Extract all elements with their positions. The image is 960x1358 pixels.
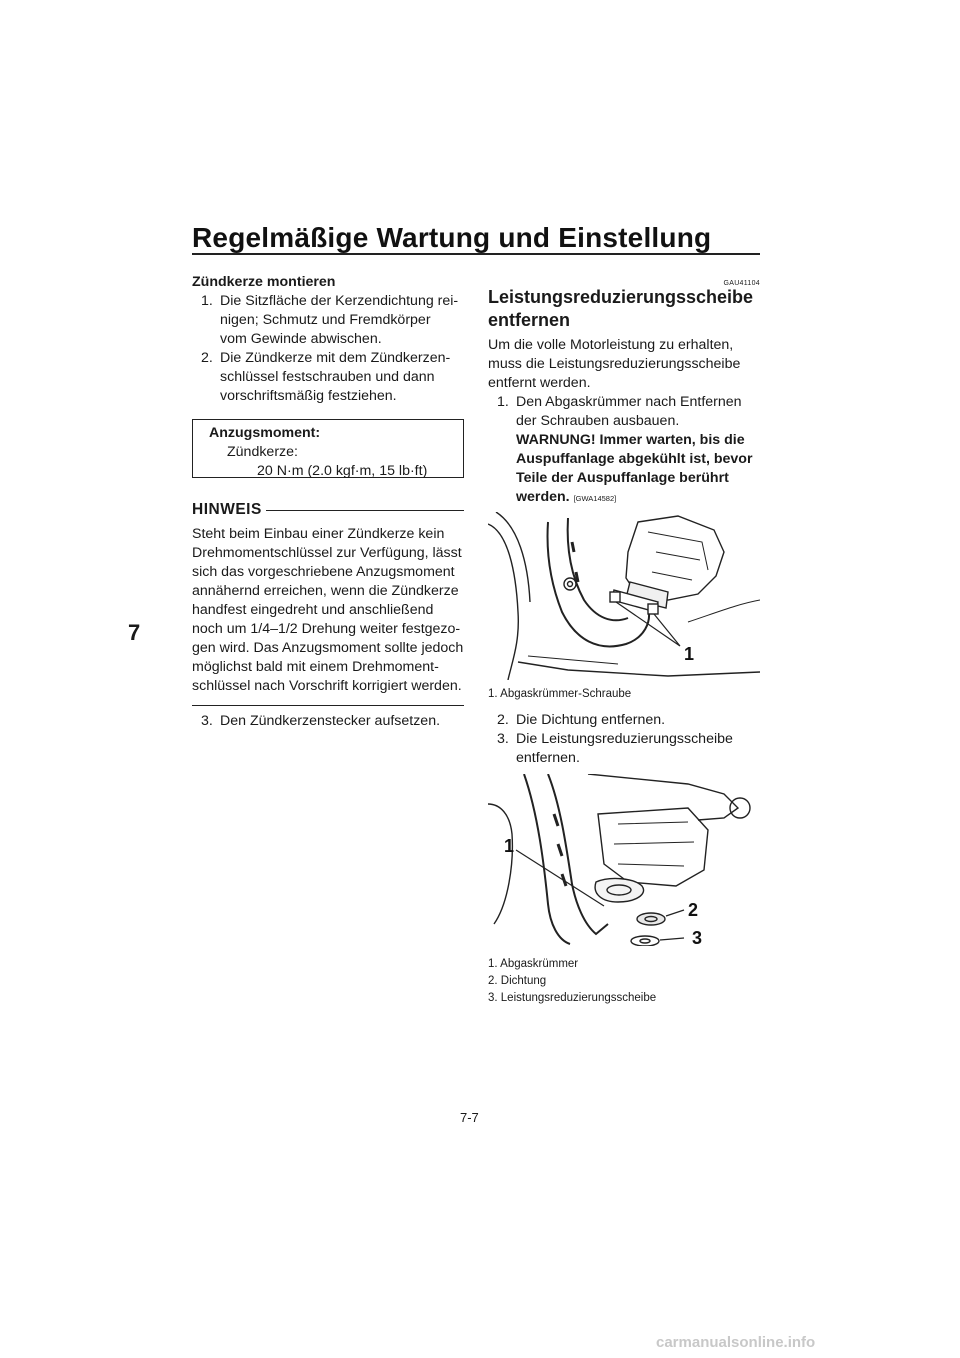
figure-2-callout-2: 2 bbox=[688, 900, 699, 920]
figure-exhaust-parts bbox=[488, 774, 760, 1007]
step-line: Die Dichtung entfernen. bbox=[516, 712, 666, 728]
spec-label: Anzugsmoment: bbox=[209, 425, 321, 441]
warning-line: Auspuffanlage abgekühlt ist, bevor bbox=[516, 451, 753, 467]
step-number: 1. bbox=[201, 293, 213, 309]
notice-line: annähernd erreichen, wenn die Zündkerze bbox=[192, 583, 459, 599]
notice-line: handfest eingedreht und anschließend bbox=[192, 602, 434, 618]
section-code: GAU41104 bbox=[723, 280, 760, 287]
step-line: schlüssel festschrauben und dann bbox=[220, 369, 435, 385]
notice-line: noch um 1/4–1/2 Drehung weiter festgezo- bbox=[192, 621, 461, 637]
step-number: 3. bbox=[497, 731, 509, 747]
notice-title: HINWEIS bbox=[192, 501, 262, 518]
figure-2-callout-3: 3 bbox=[692, 928, 703, 946]
section-intro bbox=[488, 336, 760, 393]
notice-body bbox=[192, 525, 464, 696]
notice-end-rule bbox=[192, 705, 464, 706]
step-line: vorschriftsmäßig festziehen. bbox=[220, 388, 397, 404]
figure-1-callout: 1 bbox=[684, 644, 695, 664]
step-line: Den Zündkerzenstecker aufsetzen. bbox=[220, 713, 441, 730]
notice-rule bbox=[266, 510, 464, 511]
warning-line: werden. bbox=[516, 489, 570, 505]
left-step-3 bbox=[192, 712, 464, 731]
step-number: 2. bbox=[497, 712, 509, 728]
figure-caption: 2. Dichtung bbox=[488, 975, 547, 987]
spec-value: 20 N·m (2.0 kgf·m, 15 lb·ft) bbox=[257, 463, 428, 479]
exhaust-pipe-bolts-illustration bbox=[488, 512, 760, 680]
page-number: 7-7 bbox=[460, 1110, 479, 1125]
step-line: Den Abgaskrümmer nach Entfernen bbox=[516, 394, 742, 410]
notice-line: Steht beim Einbau einer Zündkerze kein bbox=[192, 526, 445, 542]
exhaust-gasket-washer-illustration bbox=[488, 774, 760, 946]
notice-header bbox=[192, 500, 464, 519]
torque-spec-box bbox=[192, 419, 464, 478]
intro-line: Um die volle Motorleistung zu erhalten, bbox=[488, 337, 734, 353]
right-step-2 bbox=[488, 711, 760, 730]
figure-caption: 1. Abgaskrümmer bbox=[488, 958, 579, 970]
notice-line: gen wird. Das Anzugsmoment sollte jedoch bbox=[192, 640, 464, 656]
chapter-tab: 7 bbox=[128, 620, 141, 645]
watermark[interactable]: carmanualsonline.info bbox=[656, 1334, 816, 1351]
notice-line: sich das vorgeschriebene Anzugsmoment bbox=[192, 564, 455, 580]
step-line: entfernen. bbox=[516, 750, 580, 766]
step-line: Die Leistungsreduzierungsscheibe bbox=[516, 731, 733, 747]
left-step-1 bbox=[192, 292, 464, 349]
right-step-1 bbox=[488, 393, 760, 508]
step-line: der Schrauben ausbauen. bbox=[516, 413, 680, 429]
step-line: Die Zündkerze mit dem Zündkerzen- bbox=[220, 350, 451, 366]
step-line: Die Sitzfläche der Kerzendichtung rei- bbox=[220, 293, 459, 309]
right-column bbox=[488, 272, 760, 1007]
left-column bbox=[192, 273, 464, 731]
warning-line: WARNUNG! Immer warten, bis die bbox=[516, 432, 745, 448]
section-title bbox=[488, 286, 760, 332]
figure-caption: 1. Abgaskrümmer-Schraube bbox=[488, 688, 632, 700]
page-header-title: Regelmäßige Wartung und Einstellung bbox=[192, 222, 712, 253]
notice-line: Drehmomentschlüssel zur Verfügung, lässt bbox=[192, 545, 462, 561]
section-title-line: Leistungsreduzierungsscheibe bbox=[488, 287, 754, 307]
warning-line: Teile der Auspuffanlage berührt bbox=[516, 470, 729, 486]
step-number: 3. bbox=[201, 713, 213, 730]
right-step-3 bbox=[488, 730, 760, 768]
intro-line: muss die Leistungsreduzierungsscheibe bbox=[488, 356, 741, 372]
step-line: nigen; Schmutz und Fremdkörper bbox=[220, 312, 431, 328]
spec-item: Zündkerze: bbox=[227, 444, 298, 460]
warning-code: [GWA14582] bbox=[573, 494, 617, 503]
intro-line: entfernt werden. bbox=[488, 375, 591, 391]
step-number: 2. bbox=[201, 350, 213, 366]
step-number: 1. bbox=[497, 394, 509, 410]
header-rule bbox=[192, 253, 760, 255]
figure-caption: 3. Leistungsreduzierungsscheibe bbox=[488, 992, 657, 1004]
spark-plug-install-heading: Zündkerze montieren bbox=[192, 274, 336, 290]
step-line: vom Gewinde abwischen. bbox=[220, 331, 382, 347]
figure-2-callout-1: 1 bbox=[504, 836, 515, 856]
left-step-2 bbox=[192, 349, 464, 406]
notice-line: möglichst bald mit einem Drehmoment- bbox=[192, 659, 439, 675]
figure-exhaust-bolts bbox=[488, 512, 760, 703]
section-title-line: entfernen bbox=[488, 310, 571, 330]
notice-line: schlüssel nach Vorschrift korrigiert werden. bbox=[192, 678, 462, 694]
